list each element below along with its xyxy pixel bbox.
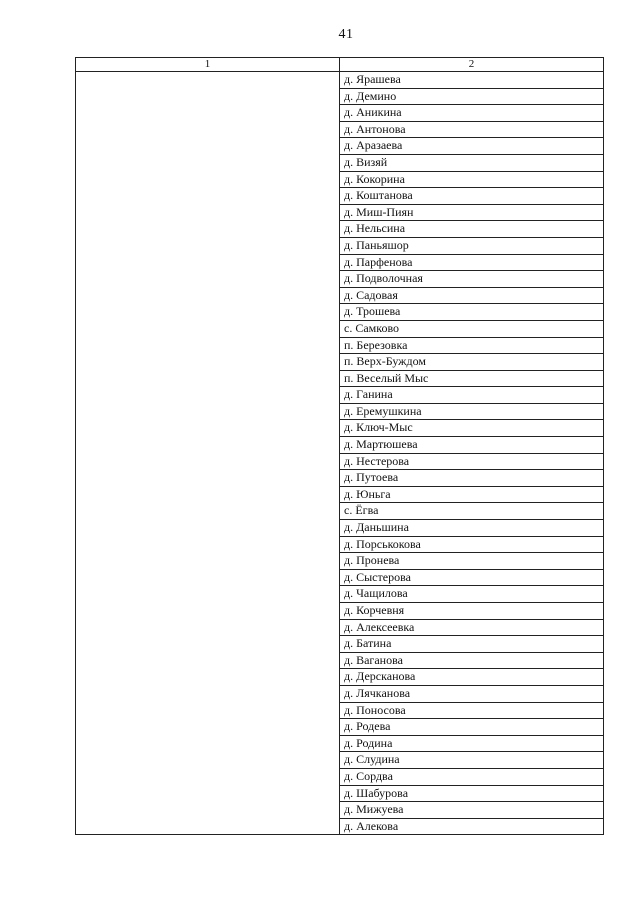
column-header-1: 1 [76, 58, 340, 72]
settlement-name-cell: д. Паньяшор [340, 237, 604, 254]
column-1-cell [76, 72, 340, 835]
settlement-name-cell: д. Подволочная [340, 271, 604, 288]
settlement-name-cell: д. Алексеевка [340, 619, 604, 636]
settlement-name-cell: д. Трошева [340, 304, 604, 321]
column-header-2: 2 [340, 58, 604, 72]
settlement-name-cell: д. Пронева [340, 553, 604, 570]
settlement-name-cell: д. Мартюшева [340, 437, 604, 454]
settlement-name-cell: д. Еремушкина [340, 403, 604, 420]
settlement-name-cell: д. Родина [340, 735, 604, 752]
settlement-name-cell: д. Алекова [340, 818, 604, 835]
settlement-name-cell: д. Дерсканова [340, 669, 604, 686]
settlement-name-cell: с. Самково [340, 320, 604, 337]
settlement-name-cell: д. Юньга [340, 486, 604, 503]
page-number: 41 [338, 27, 354, 42]
settlement-name-cell: д. Лячканова [340, 685, 604, 702]
table-header-row [76, 58, 604, 72]
settlement-name-cell: д. Ганина [340, 387, 604, 404]
settlement-name-cell: д. Ключ-Мыс [340, 420, 604, 437]
settlements-table [75, 57, 604, 835]
settlement-name-cell: д. Батина [340, 636, 604, 653]
settlement-name-cell: д. Шабурова [340, 785, 604, 802]
settlement-name-cell: д. Слудина [340, 752, 604, 769]
settlement-name-cell: д. Ярашева [340, 72, 604, 89]
settlement-name-cell: д. Сордва [340, 768, 604, 785]
settlement-name-cell: д. Аразаева [340, 138, 604, 155]
table-row [76, 72, 604, 89]
settlement-name-cell: д. Нельсина [340, 221, 604, 238]
settlement-name-cell: д. Аникина [340, 105, 604, 122]
settlement-name-cell: д. Визяй [340, 154, 604, 171]
settlement-name-cell: д. Миш-Пиян [340, 204, 604, 221]
settlement-name-cell: д. Кокорина [340, 171, 604, 188]
settlement-name-cell: д. Корчевня [340, 603, 604, 620]
settlement-name-cell: с. Ёгва [340, 503, 604, 520]
settlement-name-cell: д. Мижуева [340, 802, 604, 819]
settlement-name-cell: д. Ваганова [340, 652, 604, 669]
settlement-name-cell: п. Верх-Буждом [340, 354, 604, 371]
settlement-name-cell: д. Парфенова [340, 254, 604, 271]
settlement-name-cell: д. Родева [340, 719, 604, 736]
settlement-name-cell: д. Садовая [340, 287, 604, 304]
settlement-name-cell: д. Чащилова [340, 586, 604, 603]
settlement-name-cell: п. Веселый Мыс [340, 370, 604, 387]
settlement-name-cell: д. Нестерова [340, 453, 604, 470]
settlement-name-cell: д. Антонова [340, 121, 604, 138]
table-body [76, 58, 604, 835]
settlement-name-cell: п. Березовка [340, 337, 604, 354]
settlement-name-cell: д. Путоева [340, 470, 604, 487]
settlement-name-cell: д. Порськокова [340, 536, 604, 553]
settlement-name-cell: д. Даньшина [340, 520, 604, 537]
settlement-name-cell: д. Сыстерова [340, 569, 604, 586]
settlement-name-cell: д. Коштанова [340, 188, 604, 205]
settlement-name-cell: д. Поносова [340, 702, 604, 719]
settlement-name-cell: д. Демино [340, 88, 604, 105]
